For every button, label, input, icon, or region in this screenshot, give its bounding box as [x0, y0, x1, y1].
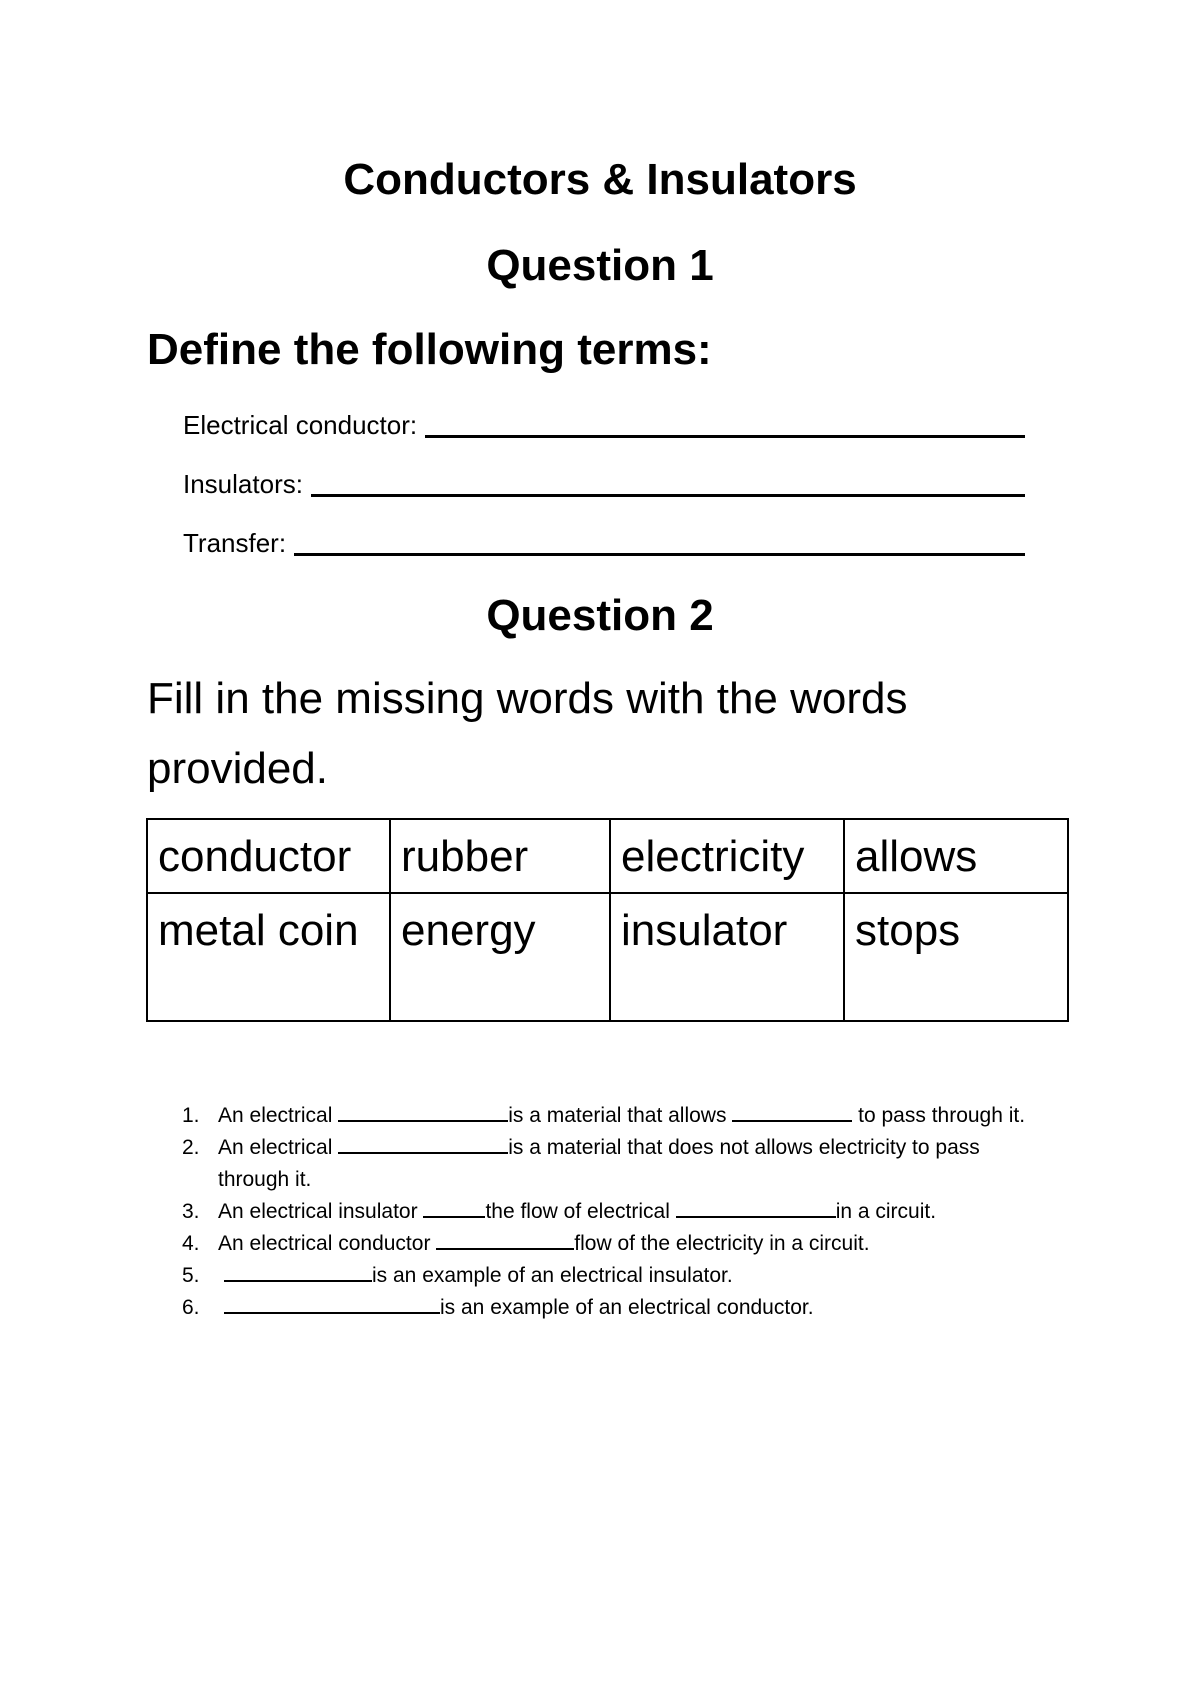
sentence-number: 4.	[182, 1232, 200, 1255]
sentence-item	[182, 1260, 1052, 1292]
answer-line[interactable]	[294, 525, 1025, 556]
word-bank-cell: metal coin	[147, 893, 390, 1021]
word-bank-row	[147, 893, 1068, 1021]
sentence-number: 1.	[182, 1104, 200, 1127]
question-2-instruction: Fill in the missing words with the words provided.	[147, 674, 908, 793]
sentence-text: to pass through it.	[852, 1104, 1026, 1127]
term-transfer	[183, 520, 1025, 560]
question-2-heading: Question 2	[486, 591, 714, 640]
sentence-text: in a circuit.	[835, 1200, 937, 1223]
answer-line[interactable]	[311, 466, 1025, 497]
fill-in-sentences	[182, 1100, 1052, 1324]
sentence-text: An electrical	[218, 1136, 339, 1159]
answer-blank[interactable]	[732, 1100, 852, 1122]
word-bank-cell: insulator	[610, 893, 844, 1021]
sentence-text: An electrical conductor	[218, 1232, 437, 1255]
sentence-item	[182, 1292, 1052, 1324]
sentence-text: is a material that allows	[508, 1104, 733, 1127]
sentence-text: is a material that does not allows electricity to pass through it.	[218, 1136, 980, 1191]
term-label: Insulators:	[183, 469, 303, 499]
sentence-item	[182, 1132, 1052, 1196]
answer-blank[interactable]	[423, 1196, 485, 1218]
word-bank-cell: allows	[844, 819, 1068, 893]
question-1-instruction: Define the following terms:	[147, 325, 712, 374]
answer-blank[interactable]	[436, 1228, 574, 1250]
sentence-number: 3.	[182, 1200, 200, 1223]
sentence-text: is an example of an electrical insulator.	[372, 1264, 733, 1287]
answer-line[interactable]	[425, 407, 1025, 438]
answer-blank[interactable]	[224, 1292, 440, 1314]
word-bank-cell: electricity	[610, 819, 844, 893]
sentence-text: An electrical	[218, 1104, 339, 1127]
word-bank-cell: rubber	[390, 819, 610, 893]
question-1-heading: Question 1	[486, 241, 714, 290]
answer-blank[interactable]	[676, 1196, 836, 1218]
word-bank-cell: energy	[390, 893, 610, 1021]
sentence-text: the flow of electrical	[485, 1200, 676, 1223]
sentence-number: 6.	[182, 1296, 200, 1319]
word-bank-cell: conductor	[147, 819, 390, 893]
sentence-item	[182, 1228, 1052, 1260]
sentence-item	[182, 1196, 1052, 1228]
sentence-text: is an example of an electrical conductor.	[440, 1296, 814, 1319]
sentence-item	[182, 1100, 1052, 1132]
answer-blank[interactable]	[338, 1100, 508, 1122]
term-insulators	[183, 461, 1025, 501]
sentence-number: 2.	[182, 1136, 200, 1159]
sentence-text: An electrical insulator	[218, 1200, 424, 1223]
answer-blank[interactable]	[224, 1260, 372, 1282]
term-label: Electrical conductor:	[183, 410, 418, 440]
term-electrical-conductor	[183, 402, 1025, 442]
sentence-text: flow of the electricity in a circuit.	[574, 1232, 870, 1255]
word-bank-row	[147, 819, 1068, 893]
answer-blank[interactable]	[338, 1132, 508, 1154]
word-bank-table	[146, 818, 1069, 1022]
page-title: Conductors & Insulators	[343, 155, 857, 204]
sentence-number: 5.	[182, 1264, 200, 1287]
word-bank-cell: stops	[844, 893, 1068, 1021]
term-label: Transfer:	[183, 528, 287, 558]
